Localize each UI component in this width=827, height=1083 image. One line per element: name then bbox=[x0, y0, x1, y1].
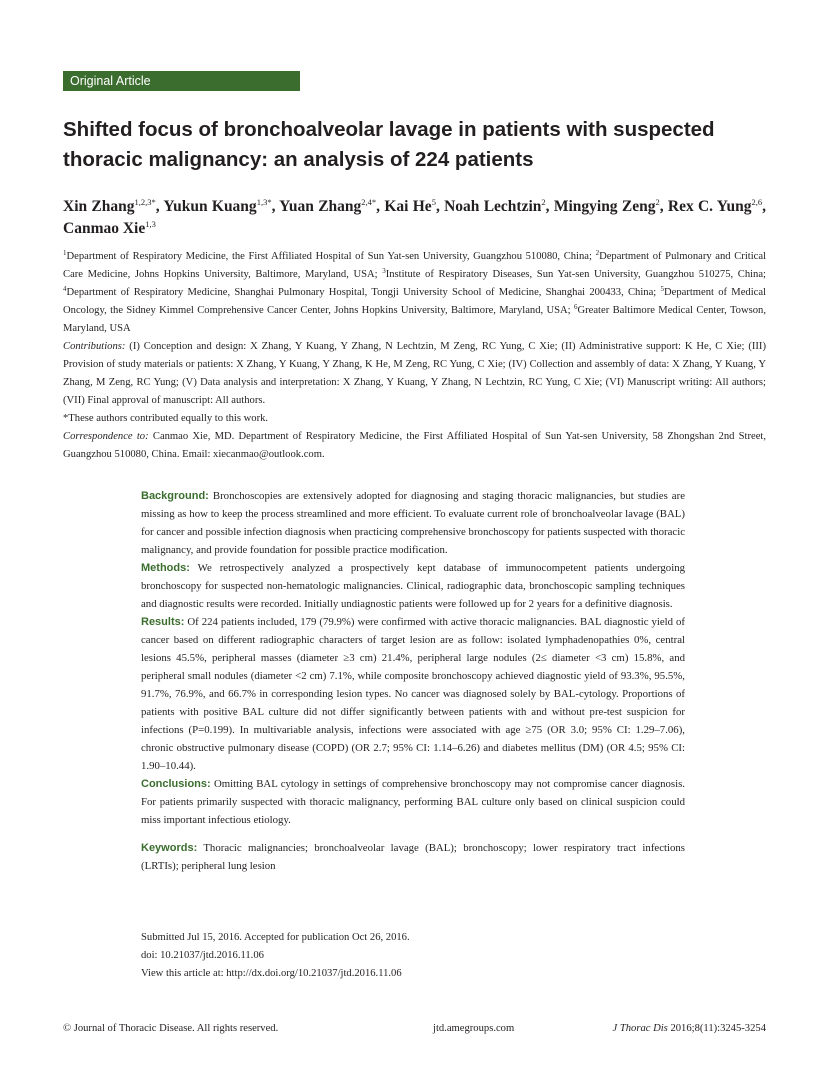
citation-text: 2016;8(11):3245-3254 bbox=[667, 1023, 766, 1034]
affiliation-number: 4 bbox=[63, 285, 67, 293]
author-name: Yukun Kuang bbox=[163, 198, 257, 215]
author-affiliation-marker: 2 bbox=[655, 197, 660, 207]
affiliation-text: Department of Medical Oncology, the Sidney Kimmel Comprehensive Cancer Center, Johns Hopkins University, Baltimore, Maryland, USA; bbox=[63, 287, 766, 316]
affiliation-text: Department of Respiratory Medicine, the First Affiliated Hospital of Sun Yat-sen University, Guangzhou 510080, China; bbox=[66, 251, 596, 262]
submission-dates: Submitted Jul 15, 2016. Accepted for publication Oct 26, 2016. bbox=[141, 932, 410, 943]
abstract-conclusions bbox=[141, 775, 685, 829]
author-affiliation-marker: 2,4* bbox=[361, 197, 377, 207]
abstract-results bbox=[141, 613, 685, 775]
author-list: Xin Zhang$^{1,2,3*}$, Yukun Kuang$^{1,3*}$, Yuan Zhang$^{2,4*}$, Kai He$^5$, Noah Lechtzin$^2$, Mingying Zeng$^2$, Rex C. Yung$^{2,6}$, Canmao Xie$^{1,3}$ bbox=[63, 197, 767, 237]
author-name: Canmao Xie bbox=[63, 220, 146, 237]
affiliation-number: 6 bbox=[573, 303, 578, 311]
author-name: Xin Zhang bbox=[63, 198, 135, 215]
author bbox=[279, 198, 376, 215]
author-name: Yuan Zhang bbox=[279, 198, 362, 215]
author-affiliation-marker: 2 bbox=[541, 197, 546, 207]
author-affiliation-marker: 1,3* bbox=[256, 197, 272, 207]
affiliation-text: Greater Baltimore Medical Center, Towson, Maryland, USA bbox=[63, 305, 766, 334]
contributions bbox=[63, 338, 766, 410]
author-affiliation-marker: 1,3 bbox=[145, 219, 156, 229]
author bbox=[668, 198, 762, 215]
correspondence-text: Canmao Xie, MD. Department of Respiratory Medicine, the First Affiliated Hospital of Sun Yat-sen University, 58 Zhongshan 2nd Street, Guangzhou 510080, China. Email: xiecanmao@outlook.com. bbox=[63, 431, 767, 460]
author-name: Rex C. Yung bbox=[667, 198, 752, 215]
affiliation-number: 1 bbox=[63, 249, 67, 257]
author bbox=[63, 198, 156, 215]
author-name: Mingying Zeng bbox=[553, 198, 656, 215]
page-footer bbox=[63, 1020, 766, 1038]
equal-contribution-note: *These authors contributed equally to this work. bbox=[63, 413, 269, 424]
author bbox=[554, 198, 660, 215]
affiliation-text: Institute of Respiratory Diseases, Sun Yat-sen University, Guangzhou 510275, China; bbox=[385, 269, 767, 280]
results-label: Results: bbox=[141, 616, 185, 628]
submission-info bbox=[141, 929, 685, 983]
background-label: Background: bbox=[141, 490, 209, 502]
author-affiliation-marker: 5 bbox=[431, 197, 436, 207]
abstract-background bbox=[141, 487, 685, 559]
affiliation-number: 3 bbox=[382, 267, 386, 275]
doi: doi: 10.21037/jtd.2016.11.06 bbox=[141, 950, 264, 961]
author-name: Noah Lechtzin bbox=[444, 198, 542, 215]
article-link[interactable]: View this article at: http://dx.doi.org/10.21037/jtd.2016.11.06 bbox=[141, 968, 402, 979]
contributions-text: (I) Conception and design: X Zhang, Y Kuang, Y Zhang, N Lechtzin, M Zeng, RC Yung, C Xie; (II) Administrative support: K He, C Xie; (III) Provision of study materials or patients: X Zhang, Y Kuang, Y Zhang, K He, M Zeng, RC Yung, C Xie; (IV) Collection and assembly of data: X Zhang, Y Kuang, Y Zhang, M Zeng, RC Yung; (V) Data analysis and interpretation: X Zhang, Y Kuang, Y Zhang, N Lechtzin, RC Yung, C Xie; (VI) Manuscript writing: All authors; (VII) Final approval of manuscript: All authors. bbox=[63, 341, 766, 406]
correspondence-label: Correspondence to: bbox=[63, 431, 149, 442]
author bbox=[444, 198, 546, 215]
conclusions-text: Omitting BAL cytology in settings of comprehensive bronchoscopy may not compromise cancer diagnosis. For patients primarily suspected with thoracic malignancy, performing BAL culture only based on clinical suspicion could miss important infectious etiology. bbox=[141, 778, 685, 826]
contributions-label: Contributions: bbox=[63, 341, 126, 352]
conclusions-label: Conclusions: bbox=[141, 778, 211, 790]
background-text: Bronchoscopies are extensively adopted for diagnosing and staging thoracic malignancies, but studies are missing as how to keep the process streamlined and more efficient. To evaluate current role of bronchoalveolar lavage (BAL) for cancer and possible infection diagnosis when practicing comprehensive bronchoscopy for patients suspected with thoracic malignancy, and provide foundation for possible practice modification. bbox=[141, 490, 685, 556]
affiliation-text: Department of Respiratory Medicine, Shanghai Pulmonary Hospital, Tongji University School of Medicine, Shanghai 200433, China; bbox=[66, 287, 661, 298]
affiliation-text: Department of Pulmonary and Critical Care Medicine, Johns Hopkins University, Baltimore, Maryland, USA; bbox=[63, 251, 766, 280]
citation bbox=[612, 1020, 766, 1038]
correspondence bbox=[63, 428, 766, 464]
article-type-badge: Original Article bbox=[63, 71, 300, 91]
author bbox=[384, 198, 436, 215]
keywords-text: Thoracic malignancies; bronchoalveolar lavage (BAL); bronchoscopy; lower respiratory tract infections (LRTIs); peripheral lung lesion bbox=[141, 842, 685, 872]
affiliation-number: 5 bbox=[660, 285, 664, 293]
abstract bbox=[141, 487, 685, 875]
author-affiliation-marker: 2,6 bbox=[751, 197, 763, 207]
copyright: © Journal of Thoracic Disease. All rights reserved. bbox=[63, 1023, 279, 1034]
author bbox=[63, 220, 156, 237]
author-affiliation-marker: 1,2,3* bbox=[134, 197, 156, 207]
journal-site-link[interactable]: jtd.amegroups.com bbox=[433, 1023, 515, 1034]
front-matter bbox=[63, 248, 766, 464]
article-title: Shifted focus of bronchoalveolar lavage in patients with suspected thoracic malignancy: an analysis of 224 patients bbox=[63, 118, 715, 171]
author bbox=[163, 198, 271, 215]
affiliation-number: 2 bbox=[595, 249, 600, 257]
methods-text: We retrospectively analyzed a prospectively kept database of immunocompetent patients undergoing bronchoscopy for suspected non-hematologic malignancies. Clinical, radiographic data, bronchoscopic sampling techniques and diagnostic results were recorded. Initially undiagnostic patients were followed up for 2 years for a definitive diagnosis. bbox=[141, 562, 685, 610]
affiliations bbox=[63, 248, 766, 338]
keywords-label: Keywords: bbox=[141, 842, 198, 854]
abstract-methods bbox=[141, 559, 685, 613]
methods-label: Methods: bbox=[141, 562, 190, 574]
abstract-keywords bbox=[141, 839, 685, 875]
journal-name: J Thorac Dis bbox=[612, 1023, 668, 1034]
author-name: Kai He bbox=[384, 198, 432, 215]
results-text: Of 224 patients included, 179 (79.9%) were confirmed with active thoracic malignancies. BAL diagnostic yield of cancer based on different radiographic characters of target lesion are as follow: isolated lymphadenopathies 0%, central lesions 45.5%, peripheral masses (diameter ≥3 cm) 21.4%, peripheral large nodules (2≤ diameter <3 cm) 15.8%, and peripheral small nodules (diameter <2 cm) 7.1%, while composite bronchoscopy achieved diagnostic yield of 93.3%, 95.5%, 91.7%, 76.9%, and 66.7% in corresponding lesion types. No cancer was diagnosed solely by BAL-cytology. Proportions of patients with positive BAL culture did not differ significantly between patients with and without pre-test suspicion for infections (P=0.199). In multivariable analysis, infections were associated with age ≥75 (OR 3.0; 95% CI: 1.29–7.06), chronic obstructive pulmonary disease (COPD) (OR 2.7; 95% CI: 1.14–6.26) and diabetes mellitus (DM) (OR 4.5; 95% CI: 1.90–10.44). bbox=[141, 616, 685, 772]
